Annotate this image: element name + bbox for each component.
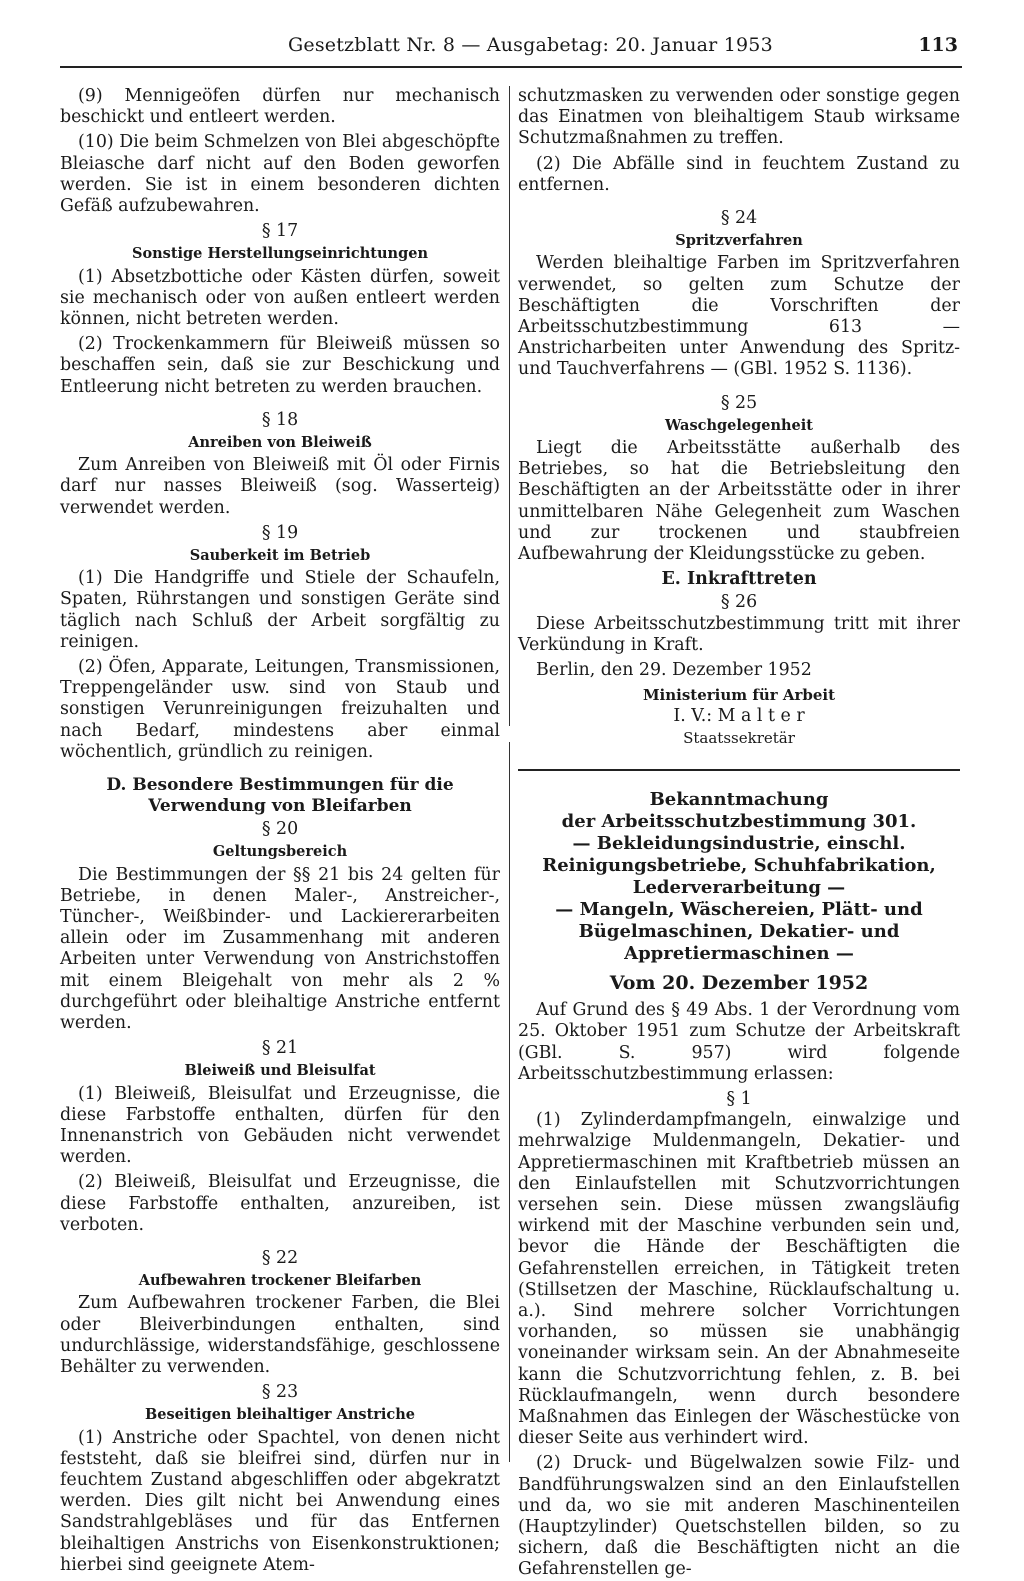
paragraph: (2) Druck- und Bügelwalzen sowie Filz- und Bandführungswalzen sind an den Einlaufstellen und da, wo sie mit anderen Maschinenteilen (Hauptzylinder) Quetschstellen bilden, so zu sichern, daß die Beschäftigten nicht an die Gefahrenstellen ge- (518, 1453, 960, 1580)
paragraph: (2) Öfen, Apparate, Leitungen, Transmissionen, Treppengeländer usw. sind von Staub und sonstigen Verunreinigungen freizuhalten und nach Bedarf, mindestens aber einmal wöchentlich, gründlich zu reinigen. (60, 657, 500, 762)
paragraph: (1) Die Handgriffe und Stiele der Schaufeln, Spaten, Rührstangen und sonstigen Geräte sind täglich nach Schluß der Arbeit sorgfältig zu reinigen. (60, 568, 500, 652)
section-number: § 17 (261, 221, 299, 242)
paragraph: Liegt die Arbeitsstätte außerhalb des Betriebes, so hat die Betriebsleitung den Beschäftigten an der Arbeitsstätte oder in ihrer unmittelbaren Nähe Gelegenheit zum Waschen und zur trockenen und staubfreien Aufbewahrung der Kleidungsstücke zu geben. (518, 438, 960, 565)
paragraph: Auf Grund des § 49 Abs. 1 der Verordnung vom 25. Oktober 1951 zum Schutze der Arbeitskraft (GBl. S. 957) wird folgende Arbeitsschutzbestimmung erlassen: (518, 1000, 960, 1084)
page-header (60, 30, 962, 68)
paragraph: schutzmasken zu verwenden oder sonstige gegen das Einatmen von bleihaltigem Staub wirksame Schutzmaßnahmen zu treffen. (518, 86, 960, 149)
column-divider (509, 86, 510, 726)
running-title: Gesetzblatt Nr. 8 — Ausgabetag: 20. Januar 1953 (288, 34, 773, 56)
announcement-heading: Bekanntmachung (649, 788, 829, 810)
paragraph: Die Bestimmungen der §§ 21 bis 24 gelten für Betriebe, in denen Maler-, Anstreicher-, Tüncher-, Weißbinder- und Lackiererarbeiten allein oder im Zusammenhang mit anderen Arbeiten unter Verwendung von Anstrichstoffen mit einem Bleigehalt von mehr als 2 % durchgeführt oder bleihaltige Anstriche entfernt werden. (60, 864, 500, 1033)
place-date: Berlin, den 29. Dezember 1952 (536, 660, 812, 681)
paragraph: Werden bleihaltige Farben im Spritzverfahren verwendet, so gelten zum Schutze der Beschäftigten die Vorschriften der Arbeitsschutzbestimmung 613 — Anstricharbeiten unter Anwendung des Spritz- und Tauchverfahrens — (GBl. 1952 S. 1136). (518, 253, 960, 380)
announcement-heading: — Bekleidungsindustrie, einschl. Reinigungsbetriebe, Schuhfabrikation, Lederverarbeitung — (542, 832, 936, 898)
section-number: § 24 (720, 208, 758, 229)
section-number: § 21 (261, 1038, 299, 1059)
section-heading: Sonstige Herstellungseinrichtungen (131, 245, 428, 263)
column-divider-lower (509, 742, 510, 1462)
section-heading: Sauberkeit im Betrieb (189, 547, 371, 565)
section-number: § 20 (261, 819, 299, 840)
announcement-heading: der Arbeitsschutzbestimmung 301. (561, 810, 917, 832)
section-number: § 22 (261, 1247, 299, 1268)
ministry-name: Ministerium für Arbeit (642, 686, 836, 705)
section-heading: Geltungsbereich (212, 843, 348, 861)
paragraph: (1) Zylinderdampfmangeln, einwalzige und mehrwalzige Muldenmangeln, Dekatier- und Appretiermaschinen mit Kraftbetrieb müssen an den Einlaufstellen mit Schutzvorrichtungen versehen sein. Diese müssen zwangsläufig wirkend mit der Maschine verbunden sein und, bevor die Hände der Beschäftigten die Gefahrenstellen erreichen, in Tätigkeit treten (Stillsetzen der Maschine, Rücklaufschaltung u. a.). Sind mehrere solcher Vorrichtungen vorhanden, so müssen sie unabhängig voneinander wirksam sein. An der Abnahmeseite kann die Schutzvorrichtung fehlen, z. B. bei Rücklaufmangeln, wenn durch besondere Maßnahmen das Einlegen der Wäschestücke von dieser Seite aus verhindert wird. (518, 1110, 960, 1449)
section-heading: Bleiweiß und Bleisulfat (184, 1062, 376, 1080)
paragraph: Diese Arbeitsschutzbestimmung tritt mit ihrer Verkündung in Kraft. (518, 613, 960, 655)
signer-title: Staatssekretär (683, 728, 795, 747)
paragraph: Zum Anreiben von Bleiweiß mit Öl oder Firnis darf nur nasses Bleiweiß (sog. Wasserteig) verwendet werden. (60, 455, 500, 518)
section-number: § 1 (726, 1088, 752, 1109)
section-number: § 23 (261, 1382, 299, 1403)
part-heading: D. Besondere Bestimmungen für die Verwendung von Bleifarben (106, 775, 454, 817)
paragraph: (2) Bleiweiß, Bleisulfat und Erzeugnisse, die diese Farbstoffe enthalten, anzureiben, ist verboten. (60, 1172, 500, 1235)
left-column (60, 86, 500, 1575)
signer-name: I. V.: M a l t e r (673, 706, 805, 727)
paragraph: (10) Die beim Schmelzen von Blei abgeschöpfte Bleiasche darf nicht auf den Boden geworfen werden. Sie ist in einem besonderen dichten Gefäß aufzubewahren. (60, 132, 500, 217)
paragraph: (1) Bleiweiß, Bleisulfat und Erzeugnisse, die diese Farbstoffe enthalten, dürfen für den Innenanstrich von Gebäuden nicht verwendet werden. (60, 1083, 500, 1168)
paragraph: (2) Trockenkammern für Bleiweiß müssen so beschaffen sein, daß sie zur Beschickung und Entleerung nicht betreten zu werden brauchen. (60, 334, 500, 397)
paragraph: (1) Absetzbottiche oder Kästen dürfen, soweit sie mechanisch oder von außen entleert werden können, nicht betreten werden. (60, 266, 500, 330)
section-number: § 19 (261, 522, 299, 543)
section-heading: Aufbewahren trockener Bleifarben (138, 1272, 422, 1290)
paragraph: Zum Aufbewahren trockener Farben, die Blei oder Bleiverbindungen enthalten, sind undurchlässige, widerstandsfähige, geschlossene Behälter zu verwenden. (60, 1293, 500, 1377)
section-heading: Beseitigen bleihaltiger Anstriche (144, 1406, 416, 1424)
section-heading: Spritzverfahren (675, 232, 803, 250)
paragraph: (1) Anstriche oder Spachtel, von denen nicht feststeht, daß sie bleifrei sind, dürfen nur in feuchtem Zustand abgeschliffen oder abgekratzt werden. Dies gilt nicht bei Anwendung eines Sandstrahlgebläses und für das Entfernen bleihaltigen Anstrichs von Eisenkonstruktionen; hierbei sind geeignete Atem- (60, 1427, 500, 1575)
horizontal-rule (518, 769, 960, 771)
section-heading: Waschgelegenheit (665, 416, 813, 434)
section-number: § 25 (720, 392, 758, 413)
paragraph: (9) Mennigeöfen dürfen nur mechanisch beschickt und entleert werden. (60, 86, 500, 128)
section-number: § 26 (720, 592, 758, 613)
page-number: 113 (918, 34, 958, 56)
right-column (518, 86, 960, 1580)
section-heading: Anreiben von Bleiweiß (188, 434, 372, 452)
announcement-date: Vom 20. Dezember 1952 (609, 971, 869, 994)
section-number: § 18 (261, 409, 299, 430)
paragraph: (2) Die Abfälle sind in feuchtem Zustand zu entfernen. (518, 153, 960, 195)
part-heading: E. Inkrafttreten (661, 569, 817, 590)
announcement-heading: — Mangeln, Wäschereien, Plätt- und Bügelmaschinen, Dekatier- und Appretiermaschinen — (555, 898, 923, 964)
